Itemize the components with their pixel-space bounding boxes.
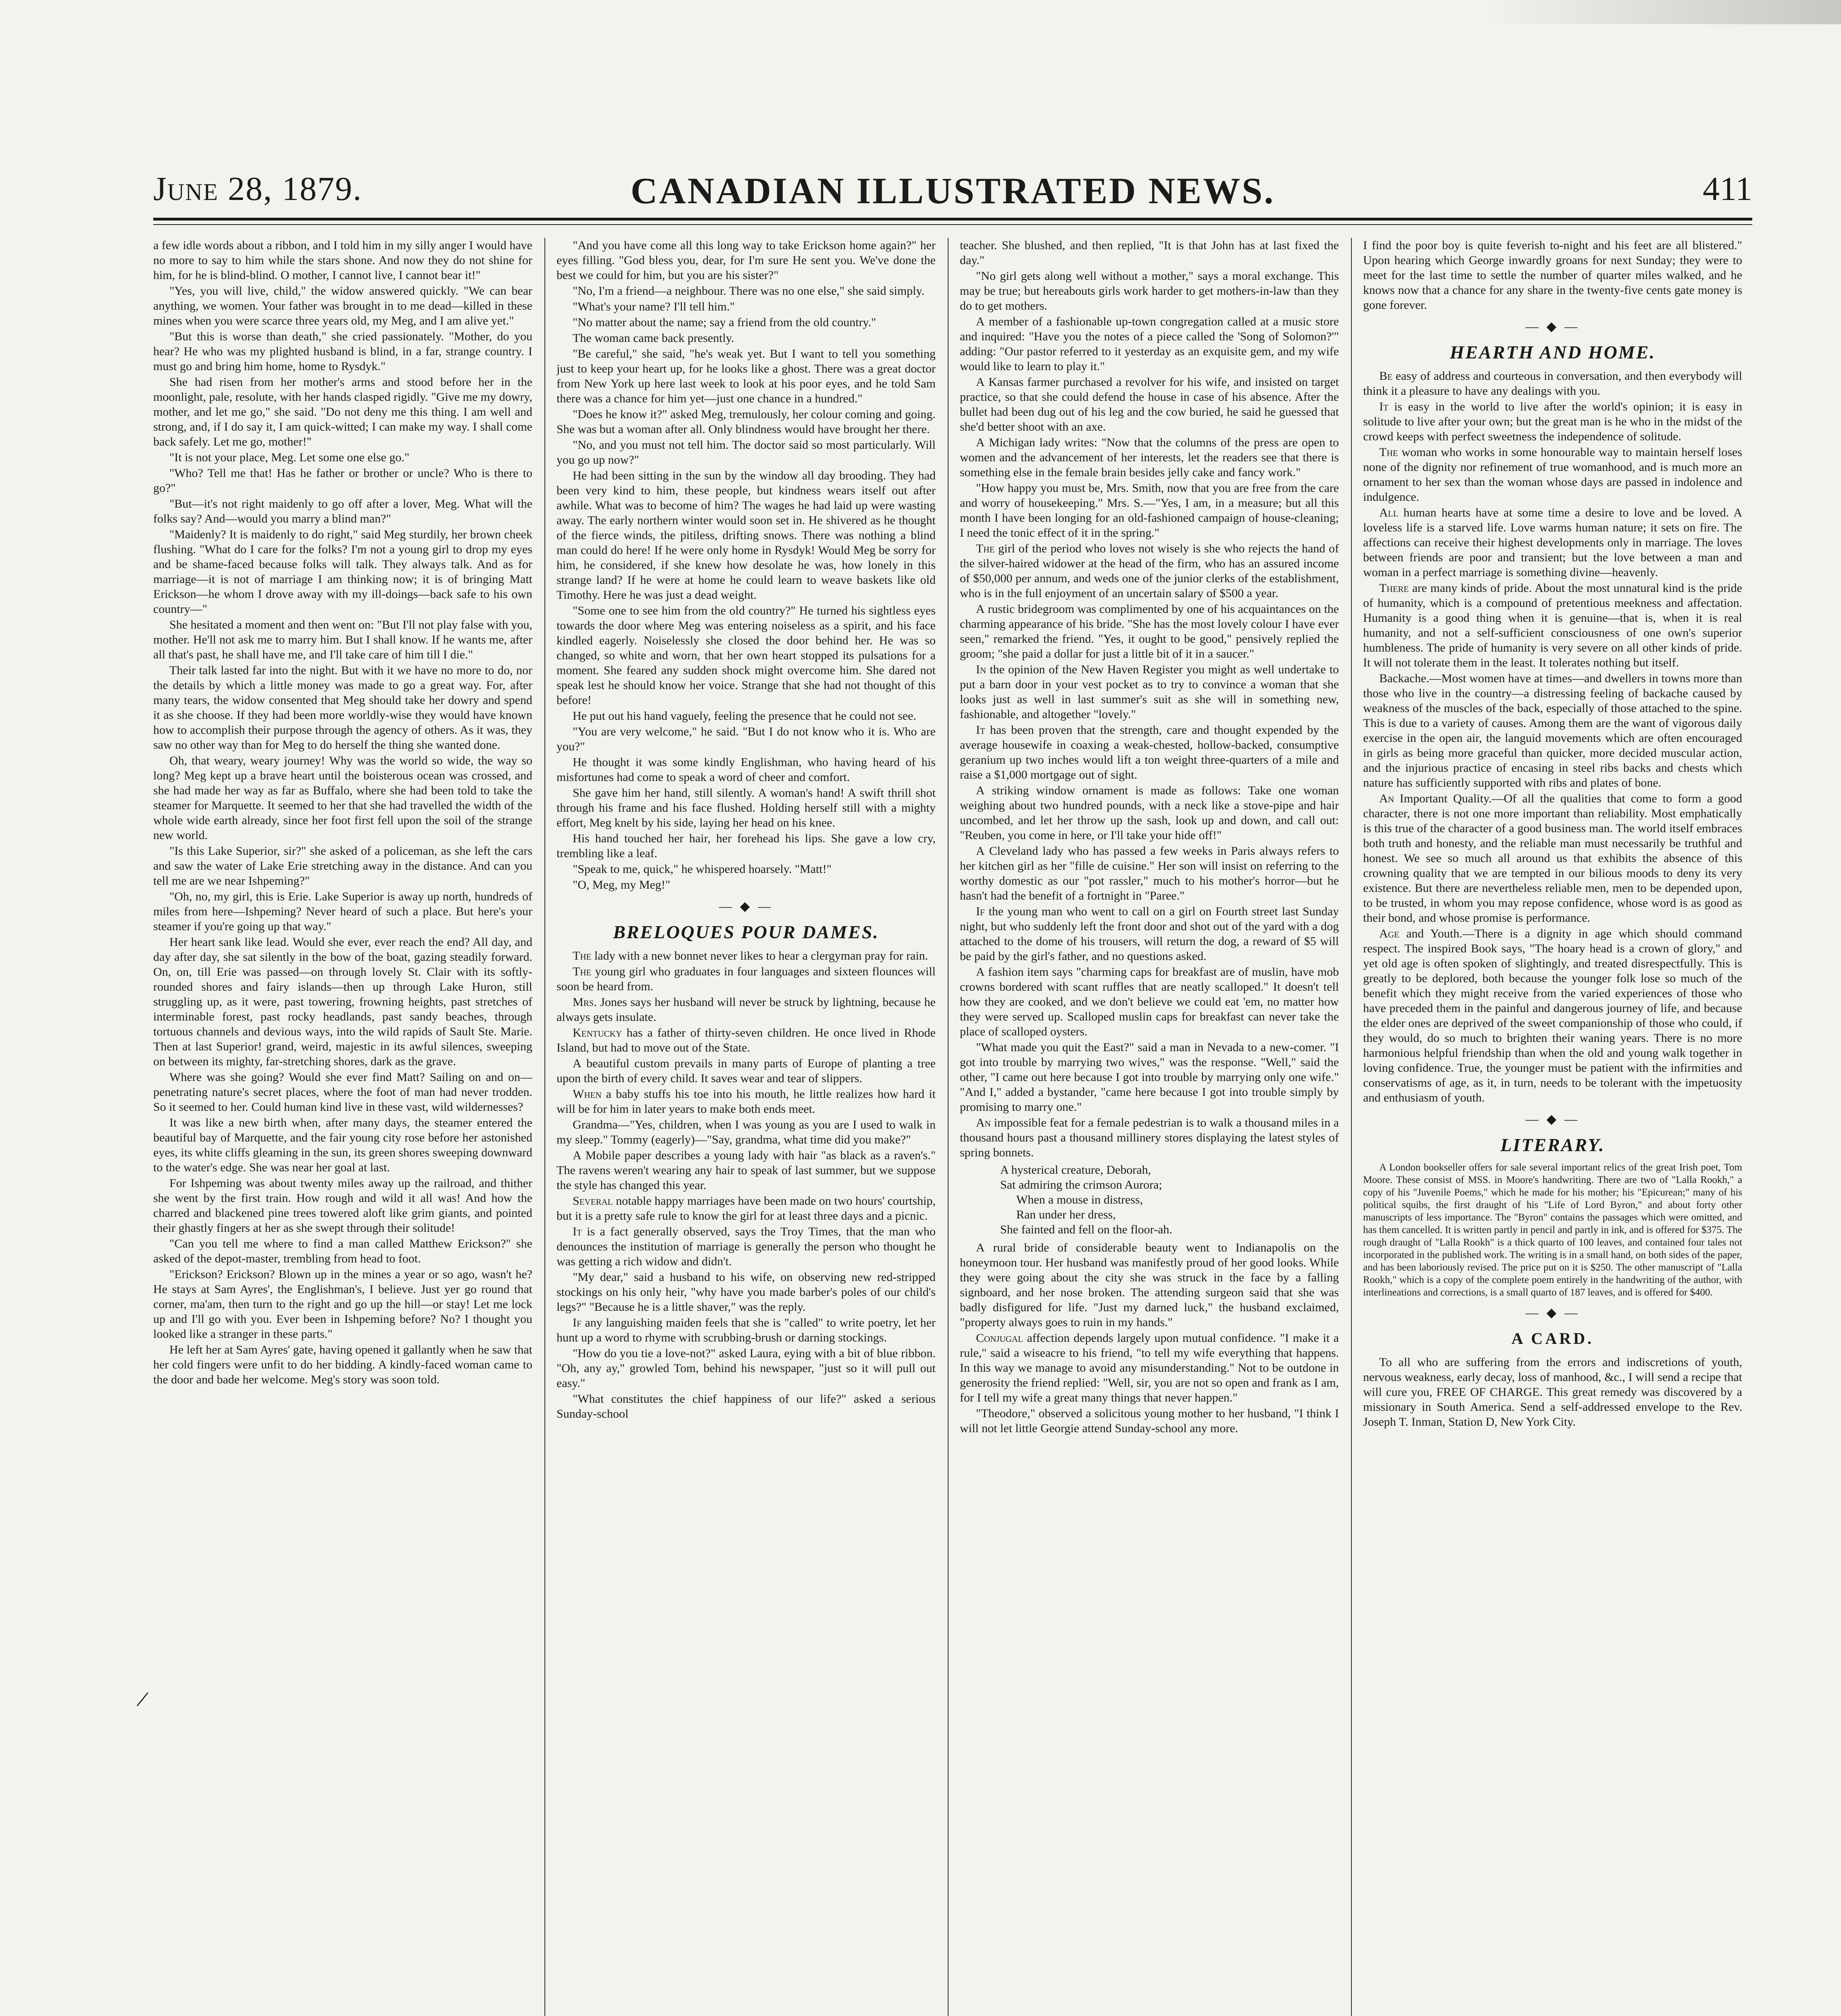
paragraph: "O, Meg, my Meg!" — [573, 878, 670, 891]
paragraph: "You are very welcome," he said. "But I do not know who it is. Who are you?" — [557, 725, 936, 753]
paragraph: teacher. She blushed, and then replied, "It is that John has at last fixed the day." — [960, 239, 1339, 267]
paragraph: His hand touched her hair, her forehead his lips. She gave a low cry, trembling like a leaf. — [557, 832, 936, 860]
paragraph: A striking window ornament is made as follows: Take one woman weighing about two hundred pounds, with a neck like a stove-pipe and hair uncombed, and let her throw up the sash, look up and down, and call out: "Reuben, you come in here, or I'll take your hide off!" — [960, 784, 1339, 842]
paragraph: It has been proven that the strength, care and thought expended by the average housewife in coaxing a weak-chested, hollow-backed, consumptive geranium up two inches would lift a ton weight three-quarters of a mile and raise a $1,000 mortgage out of sight. — [960, 723, 1339, 781]
paragraph: "My dear," said a husband to his wife, on observing new red-stripped stockings on his only heir, "why have you made barber's poles of our child's legs?" "Because he is a little shaver," was the reply. — [557, 1270, 936, 1314]
breloques-items — [557, 948, 936, 1421]
paragraph: The lady with a new bonnet never likes to hear a clergyman pray for rain. — [573, 949, 928, 962]
paragraph: "No girl gets along well without a mother," says a moral exchange. This may be true; but hereabouts girls work harder to get mothers-in-law than they do to get mothers. — [960, 269, 1339, 312]
breloques-continued — [960, 238, 1339, 1160]
paragraph: "What made you quit the East?" said a man in Nevada to a new-comer. "I got into trouble by marrying two wives," was the response. "Well," said the other, "I came out here because I got into trouble by marrying only one wife." "And I," added a bystander, "came here because I got into trouble simply by promising to marry one." — [960, 1041, 1339, 1114]
paragraph: An Important Quality.—Of all the qualities that come to form a good character, there is not one more important than reliability. Most emphatically is this true of the character of a good business man. The world itself embraces both truth and honesty, and the reliable man must necessarily be truthful and honest. We see so much all around us that exhibits the absence of this crowning quality that we are tempted in our bilious moods to deny its very existence. But there are nevertheless reliable men, men to be depended upon, to be trusted, in whom you may repose confidence, whose word is as good as their bond, and whose promise is performance. — [1363, 792, 1742, 925]
poem-line: A hysterical creature, Deborah, — [1000, 1163, 1151, 1177]
paragraph: Their talk lasted far into the night. But with it we have no more to do, nor the details by which a little money was made to go a great way. For, after many tears, the widow consented that Meg should take her dowry and spend it as she choose. If they had been more worldly-wise they would have known how to accomplish their purpose through the agency of others. As it was, they saw no other way than for Meg to do herself the thing she wanted done. — [153, 664, 532, 752]
paragraph: She gave him her hand, still silently. A woman's hand! A swift thrill shot through his frame and his face flushed. Holding herself still with a mighty effort, Meg knelt by his side, laying her head on his knee. — [557, 786, 936, 829]
paragraph: If any languishing maiden feels that she is "called" to write poetry, let her hunt up a word to rhyme with scrubbing-brush or darning stockings. — [557, 1316, 936, 1344]
paragraph: A fashion item says "charming caps for breakfast are of muslin, have mob crowns bordered with scant ruffles that are neatly scalloped." It doesn't tell how they are cooked, and we don't believe we could eat 'em, no matter how they were served up. Scalloped muslin caps for breakfast can never take the place of scalloped oysters. — [960, 965, 1339, 1038]
paragraph: The young girl who graduates in four languages and sixteen flounces will soon be heard from. — [557, 965, 936, 993]
poem-line: Ran under her dress, — [1016, 1208, 1116, 1221]
paragraph: A member of a fashionable up-town congregation called at a music store and inquired: "Have you the notes of a piece called the 'Song of Solomon?'" adding: "Our pastor referred to it yesterday as an exquisite gem, and my wife would like to learn to play it." — [960, 315, 1339, 373]
paragraph: He put out his hand vaguely, feeling the presence that he could not see. — [573, 709, 916, 723]
paragraph: Grandma—"Yes, children, when I was young as you are I used to walk in my sleep." Tommy (eagerly)—"Say, grandma, what time did you make?" — [557, 1118, 936, 1146]
header-rule — [153, 218, 1752, 221]
paragraph: Oh, that weary, weary journey! Why was the world so wide, the way so long? Meg kept up a brave heart until the boisterous ocean was crossed, and she had made her way as far as Buffalo, where she had been told to take the steamer for Marquette. It seemed to her that she had travelled the width of the whole wide earth already, since her foot first fell upon the soil of the strange new world. — [153, 754, 532, 842]
page-number: 411 — [1703, 170, 1752, 208]
section-ornament: — ◆ — — [1525, 1305, 1580, 1320]
paragraph: "It is not your place, Meg. Let some one else go." — [169, 451, 410, 464]
paragraph: It is easy in the world to live after the world's opinion; it is easy in solitude to live after your own; but the great man is he who in the midst of the crowd keeps with perfect sweetness the independence of solitude. — [1363, 400, 1742, 443]
story-continuation — [153, 238, 532, 1387]
paragraph: "Can you tell me where to find a man called Matthew Erickson?" she asked of the depot-master, trembling from head to foot. — [153, 1237, 532, 1265]
column-rule — [1351, 238, 1352, 2016]
paragraph: He thought it was some kindly Englishman, who having heard of his misfortunes had come to speak a word of cheer and comfort. — [557, 756, 936, 784]
issue-date: June 28, 1879. — [153, 170, 362, 208]
paragraph: Where was she going? Would she ever find Matt? Sailing on and on—penetrating nature's secret places, where the foot of man had never trodden. So it seemed to her. Could human kind live in these vast, wild wildernesses? — [153, 1070, 532, 1114]
paragraph: A beautiful custom prevails in many parts of Europe of planting a tree upon the birth of every child. It saves wear and tear of slippers. — [557, 1057, 936, 1085]
paragraph: "Does he know it?" asked Meg, tremulously, her colour coming and going. She was but a woman after all. Only blindness would have brought her there. — [557, 408, 936, 436]
paragraph: "What's your name? I'll tell him." — [573, 300, 735, 313]
section-ornament: — ◆ — — [1525, 319, 1580, 333]
paragraph: A Cleveland lady who has passed a few weeks in Paris always refers to her kitchen girl as her "fille de cuisine." Her son will insist on referring to the worthy domestic as our "pot rassler," much to his mother's horror—but he hasn't had the benefit of a fortnight in "Paree." — [960, 844, 1339, 902]
card-text: To all who are suffering from the errors and indiscretions of youth, nervous weakness, early decay, loss of manhood, &c., I will send a recipe that will cure you, FREE OF CHARGE. This great remedy was discovered by a missionary in South America. Send a self-addressed envelope to the Rev. Joseph T. Inman, Station D, New York City. — [1363, 1356, 1742, 1429]
paragraph: The woman came back presently. — [573, 331, 734, 345]
literary-section — [1363, 1161, 1742, 1299]
paragraph: "No matter about the name; say a friend from the old country." — [573, 316, 876, 329]
paragraph: If the young man who went to call on a girl on Fourth street last Sunday night, but who suddenly left the front door and shot out of the yard with a dog attached to the dome of his trousers, will return the dog, a reward of $5 will be paid by the girl's father, and no questions asked. — [960, 905, 1339, 963]
header-rule-thin — [153, 224, 1752, 225]
paragraph: Conjugal affection depends largely upon mutual confidence. "I make it a rule," said a wiseacre to his friend, "to tell my wife everything that happens. In this way we manage to avoid any misunderstanding." Not to be outdone in generosity the friend replied: "Well, sir, you are not so open and frank as I am, for I tell my wife a great many things that never happen." — [960, 1331, 1339, 1404]
paragraph: A Kansas farmer purchased a revolver for his wife, and insisted on target practice, so that she could defend the house in case of his absence. After the bullet had been dug out of his leg and the cow buried, he said he guessed that she'd better shoot with an axe. — [960, 375, 1339, 433]
breloques-heading: BRELOQUES POUR DAMES. — [613, 922, 879, 942]
paragraph: Her heart sank like lead. Would she ever, ever reach the end? All day, and day after day, she sat silently in the bow of the boat, gazing steadily forward. On, on, till Erie was passed—on through lovely St. Clair with its softly-rounded shores and fairy islands—then up through Lake Huron, still struggling up, as it were, past towering, frowning heights, past stretches of interminable forest, past rocky headlands, past sandy beaches, through tortuous channels and devious ways, into the wild rapids of Sault Ste. Marie. Then at last Superior! grand, weird, majestic in its awful silences, sweeping on between its mighty, far-stretching shores, dark as the grave. — [153, 935, 532, 1068]
hearth-home-items — [1363, 369, 1742, 1105]
paragraph: Kentucky has a father of thirty-seven children. He once lived in Rhode Island, but had to move out of the State. — [557, 1026, 936, 1054]
paragraph: Be easy of address and courteous in conversation, and then everybody will think it a pleasure to have any dealings with you. — [1363, 369, 1742, 398]
literary-heading: LITERARY. — [1500, 1135, 1605, 1155]
column-1 — [153, 238, 532, 2016]
story-conclusion — [557, 238, 936, 892]
poem-line: Sat admiring the crimson Aurora; — [1000, 1178, 1162, 1191]
margin-mark: / — [135, 1685, 150, 1713]
section-ornament: — ◆ — — [719, 899, 774, 913]
card-heading: A CARD. — [1511, 1329, 1594, 1347]
paragraph: A Mobile paper describes a young lady with hair "as black as a raven's." The ravens weren't wearing any hair to speak of last summer, but we suppose the style has changed this year. — [557, 1149, 936, 1192]
poem-line: She fainted and fell on the floor-ah. — [1000, 1223, 1172, 1236]
column-rule — [948, 238, 949, 2016]
paragraph: When a baby stuffs his toe into his mouth, he little realizes how hard it will be for him in later years to make both ends meet. — [557, 1087, 936, 1116]
paragraph: "Be careful," she said, "he's weak yet. But I want to tell you something just to keep your heart up, for he looks like a ghost. There was a great doctor from New York up here last week to look at his poor eyes, and he told Sam there was a chance for him yet—just one chance in a hundred." — [557, 347, 936, 405]
breloques-after-poem — [960, 1240, 1339, 1436]
breloques-end: I find the poor boy is quite feverish to-night and his feet are all blistered." Upon hearing which George inwardly groans for next Sunday; they were to meet for the last time to settle the number of quarter miles walked, and he knows now that a chance for any share in the twenty-five cents gate money is gone forever. — [1363, 239, 1742, 312]
hearth-home-heading: HEARTH AND HOME. — [1449, 342, 1656, 362]
paragraph: The woman who works in some honourable way to maintain herself loses none of the dignity nor refinement of true womanhood, and is much more an ornament to her sex than the woman whose days are passed in indolence and indulgence. — [1363, 446, 1742, 504]
paragraph: "Speak to me, quick," he whispered hoarsely. "Matt!" — [573, 862, 832, 876]
masthead — [153, 169, 1752, 214]
paragraph: Backache.—Most women have at times—and dwellers in towns more than those who live in the country—a distressing feeling of backache caused by weakness of the muscles of the back, especially of those attached to the spine. This is due to a variety of causes. Among them are the want of vigorous daily exercise in the open air, the languid movements which are often encouraged in girls as being more graceful than quicker, more decided muscular action, and the injurious practice of encasing in steel ribs backs and chests which nature has sufficiently supported with ribs and plates of bone. — [1363, 672, 1742, 789]
limerick — [1000, 1162, 1339, 1237]
paragraph: "But this is worse than death," she cried passionately. "Mother, do you hear? He who was my plighted husband is blind, in a far, strange country. I must go and bring him home, home to Rysdyk." — [153, 330, 532, 373]
paragraph: She hesitated a moment and then went on: "But I'll not play false with you, mother. He'll not ask me to marry him. But I shall know. If he wants me, after all that's past, he shall have me, and I'll take care of him till I die." — [153, 618, 532, 661]
paragraph: "Yes, you will live, child," the widow answered quickly. "We can bear anything, we women. Your father was brought in to me dead—killed in these mines when you were scarce three years old, my Meg, and I am alive yet." — [153, 284, 532, 327]
paragraph: For Ishpeming was about twenty miles away up the railroad, and thither she went by the first train. How rough and wild it all was! And how the charred and blackened pine trees towered aloft like grim giants, and pointed their ghastly fingers at her as she swept through their solitude! — [153, 1177, 532, 1235]
paragraph: "But—it's not right maidenly to go off after a lover, Meg. What will the folks say? And—would you marry a blind man?" — [153, 497, 532, 525]
paragraph: "No, and you must not tell him. The doctor said so most particularly. Will you go up now?" — [557, 438, 936, 467]
paragraph: "And you have come all this long way to take Erickson home again?" her eyes filling. "God bless you, dear, for I'm sure He sent you. We've done the best we could for him, but you are his sister?" — [557, 239, 936, 282]
paragraph: It was like a new birth when, after many days, the steamer entered the beautiful bay of Marquette, and the fair young city rose before her astonished eyes, its white cliffs gleaming in the sun, its green shores sweeping downward to the water's edge. She was near her goal at last. — [153, 1116, 532, 1174]
section-ornament: — ◆ — — [1525, 1112, 1580, 1126]
paragraph: He had been sitting in the sun by the window all day brooding. They had been very kind to him, these people, but kindness wears itself out after awhile. What was to become of him? The wages he had laid up were wasting away. The early northern winter would soon set in. He shivered as he thought of the fierce winds, the pitiless, drifting snows. There was nothing a blind man could do here! If he were only home in Rysdyk! Would Meg be sorry for him, he considered, if she knew how desolate he was, how lonely in this strange land? If he were at home he could learn to weave baskets like old Timothy. Here he was just a dead weight. — [557, 469, 936, 602]
paragraph: Age and Youth.—There is a dignity in age which should command respect. The inspired Book says, "The hoary head is a crown of glory," and yet old age is often spoken of slightingly, and treated disrespectfully. This is greatly to be deplored, both because the younger folk lose so much of the benefit which they might receive from the varied experiences of those who have preceded them in the painful and dangerous journey of life, and because the elder ones are deprived of the sweet companionship of those who could, if they would, do so much to brighten their waning years. There is no more harmonious helpful friendship than when the old and young walk together in loving confidence. True, the younger must be patient with the infirmities and conservatisms of age, as it, in turn, needs to be tolerant with the impetuosity and enthusiasm of youth. — [1363, 927, 1742, 1104]
paragraph: "Who? Tell me that! Has he father or brother or uncle? Who is there to go?" — [153, 467, 532, 495]
paragraph: There are many kinds of pride. About the most unnatural kind is the pride of humanity, which is a compound of pretentious meekness and affectation. Humanity is a good thing when it is genuine—that is, when it is real humanity, and not a self-sufficient consciousness of one own's superior humbleness. The pride of humanity is very severe on all other kinds of pride. It will not tolerate them in the least. It tolerates nothing but itself. — [1363, 581, 1742, 669]
paragraph: In the opinion of the New Haven Register you might as well undertake to put a barn door in your vest pocket as to try to convince a woman that she looks just as well in last summer's suit as she will in something new, fashionable, and altogether "lovely." — [960, 663, 1339, 721]
column-rule — [544, 238, 545, 2016]
column-3 — [960, 238, 1339, 2016]
paragraph: He left her at Sam Ayres' gate, having opened it gallantly when he saw that her cold fingers were unfit to do her bidding. A kindly-faced woman came to the door and bade her welcome. Meg's story was soon told. — [153, 1343, 532, 1386]
paragraph: An impossible feat for a female pedestrian is to walk a thousand miles in a thousand hours past a thousand millinery stores displaying the latest styles of spring bonnets. — [960, 1116, 1339, 1159]
paragraph: The girl of the period who loves not wisely is she who rejects the hand of the silver-haired widower at the head of the firm, who has an assured income of $50,000 per annum, and weds one of the junior clerks of the establishment, who is in the full enjoyment of an uncertain salary of $500 a year. — [960, 542, 1339, 600]
paragraph: It is a fact generally observed, says the Troy Times, that the man who denounces the institution of marriage is generally the person who thought he was getting a rich widow and didn't. — [557, 1225, 936, 1268]
paper-stain — [1478, 0, 1841, 24]
paragraph: Several notable happy marriages have been made on two hours' courtship, but it is a pretty safe rule to know the girl for at least three days and a picnic. — [557, 1194, 936, 1223]
paragraph: "Is this Lake Superior, sir?" she asked of a policeman, as she left the cars and saw the water of Lake Erie stretching away in the distance. And can you tell me are we near Ishpeming?" — [153, 844, 532, 887]
paragraph: "Oh, no, my girl, this is Erie. Lake Superior is away up north, hundreds of miles from here—Ishpeming? Never heard of such a place. But here's your steamer if you're going up that way." — [153, 890, 532, 933]
paragraph: "Theodore," observed a solicitous young mother to her husband, "I think I will not let little Georgie attend Sunday-school any more. — [960, 1407, 1339, 1435]
column-2 — [557, 238, 936, 2016]
paragraph: "What constitutes the chief happiness of our life?" asked a serious Sunday-school — [557, 1392, 936, 1420]
paragraph: A rural bride of considerable beauty went to Indianapolis on the honeymoon tour. Her husband was manifestly proud of her good looks. While they were going about the city she was struck in the face by a falling signboard, and her nose broken. The attending surgeon said that she was badly disfigured for life. "Just my darned luck," the husband exclaimed, "property always goes to ruin in my hands." — [960, 1241, 1339, 1329]
paragraph: She had risen from her mother's arms and stood before her in the moonlight, pale, resolute, with her hands clasped rigidly. "Give me my dowry, mother, and let me go," she said. "Do not deny me this thing. I am well and strong, and, if I do say it, I am quick-witted; I can make my way. I shall come back safely. Let me go, mother!" — [153, 375, 532, 448]
paragraph: a few idle words about a ribbon, and I told him in my silly anger I would have no more to say to him while the stars shone. And now they do not shine for him, for he is blind-blind. O mother, I cannot live, I cannot bear it!" — [153, 239, 532, 282]
paragraph: "Some one to see him from the old country?" He turned his sightless eyes towards the door where Meg was entering noiseless as a spirit, and his face kindled eagerly. Noiselessly she closed the door behind her. He was so changed, so white and worn, that her own heart stopped its pulsations for a moment. She feared any sudden shock might overcome him. She dared not speak lest he should know her voice. Strange that she had not thought of this before! — [557, 604, 936, 707]
paragraph: A rustic bridegroom was complimented by one of his acquaintances on the charming appearance of his bride. "She has the most lovely colour I have ever seen," remarked the friend. "Yes, it ought to be good," pensively replied the groom; "she paid a dollar for just a little bit of it in a saucer." — [960, 602, 1339, 660]
paragraph: All human hearts have at some time a desire to love and be loved. A loveless life is a starved life. Love warms human nature; it sets on fire. The affections can receive their highest developments only in marriage. The loves between friends are poor and transient; but the love between a man and woman in a perfect marriage is something divine—heavenly. — [1363, 506, 1742, 579]
literary-text: A London bookseller offers for sale several important relics of the great Irish poet, Tom Moore. These consist of MSS. in Moore's handwriting. There are two of "Lalla Rookh," a copy of his "Juvenile Poems," which he made for his mother; his "Epicurean;" many of his political squibs, the first draught of his "Life of Lord Byron," and about forty other manuscripts of less importance. The "Byron" contains the passages which were omitted, and has them cancelled. It is written partly in pencil and partly in ink, and is offered for $375. The rough draught of "Lalla Rookh" is a thick quarto of 100 leaves, and contained four tales not incorporated in the published work. The writing is in a small hand, on both sides of the paper, and has been laboriously revised. The price put on it is $250. The other manuscript of "Lalla Rookh," which is a copy of the complete poem entirely in the handwriting of the author, with interlineations and corrections, is a small quarto of 187 leaves, and is offered for $400. — [1363, 1162, 1742, 1298]
paragraph: Mrs. Jones says her husband will never be struck by lightning, because he always gets insulate. — [557, 996, 936, 1024]
paragraph: "How do you tie a love-not?" asked Laura, eying with a bit of blue ribbon. "Oh, any ay," growled Tom, behind his newspaper, "just so it will pull out easy." — [557, 1347, 936, 1390]
newspaper-title: CANADIAN ILLUSTRATED NEWS. — [630, 170, 1275, 211]
column-4 — [1363, 238, 1742, 2016]
poem-line: When a mouse in distress, — [1016, 1193, 1143, 1206]
paragraph: "Erickson? Erickson? Blown up in the mines a year or so ago, wasn't he? He stays at Sam Ayres', the Englishman's, I believe. Just yer go round that corner, ma'am, then turn to the right and go up the hill—or stay! Let me lock up and I'll go with you. Ever been in Ishpeming before? No? I thought you looked like a stranger in these parts." — [153, 1268, 532, 1341]
paragraph: "How happy you must be, Mrs. Smith, now that you are free from the care and worry of housekeeping." Mrs. S.—"Yes, I am, in a measure; but all this month I have been longing for an old-fashioned campaign of house-cleaning; I need the tonic effect of it in the spring." — [960, 481, 1339, 539]
paragraph: "No, I'm a friend—a neighbour. There was no one else," she said simply. — [573, 284, 925, 298]
paragraph: "Maidenly? It is maidenly to do right," said Meg sturdily, her brown cheek flushing. "What do I care for the folks? I'm not a young girl to drop my eyes and be shame-faced because folks will talk. They always talk. And as for marriage—it is not of marriage I am thinking now; it is of bringing Matt Erickson—he whom I drove away with my ill-doings—back safe to his own country—" — [153, 528, 532, 616]
paragraph: A Michigan lady writes: "Now that the columns of the press are open to women and the advancement of her interests, let the readers see that there is something else in the female brain besides jelly cake and fancy work." — [960, 436, 1339, 479]
